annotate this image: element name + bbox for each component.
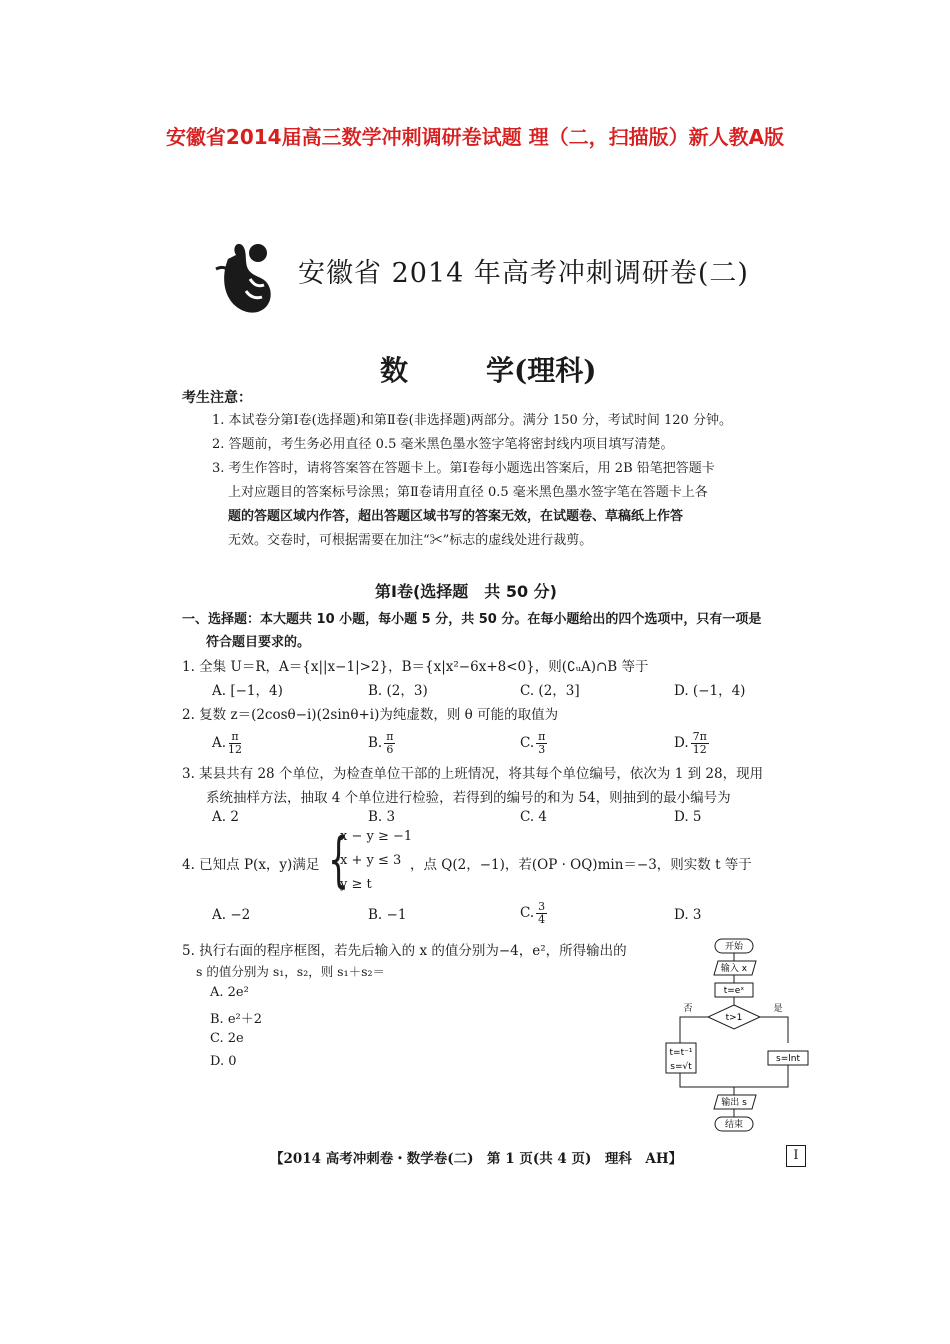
fraction <box>536 901 547 926</box>
flow-assign: t=eˣ <box>723 986 745 996</box>
q1-option-b: B. (2，3) <box>368 683 428 699</box>
question-1-stem: 1. 全集 U＝R，A＝{x||x−1|>2}，B＝{x|x²−6x+8<0}，则(∁ᵤA)∩B 等于 <box>182 659 649 675</box>
notice-item: 1. 本试卷分第Ⅰ卷(选择题)和第Ⅱ卷(非选择题)两部分。满分 150 分，考试时间 120 分钟。 <box>212 413 732 428</box>
document-title: 安徽省2014届高三数学冲刺调研卷试题 理（二，扫描版）新人教A版 <box>165 125 785 149</box>
q1-option-c: C. (2，3] <box>520 683 580 699</box>
flow-left-box-line1: t=t⁻¹ <box>669 1048 693 1058</box>
flow-start: 开始 <box>724 942 744 952</box>
inequality-2: x + y ≤ 3 <box>340 853 402 868</box>
section-instructions-cont: 符合题目要求的。 <box>206 635 311 650</box>
q5-option-d: D. 0 <box>210 1054 237 1069</box>
inequality-1: x − y ≥ −1 <box>340 829 413 844</box>
fraction-numerator: π <box>538 730 546 743</box>
flow-no-label: 否 <box>683 1004 693 1014</box>
subject-title <box>380 349 597 389</box>
notice-item: 上对应题目的答案标号涂黑；第Ⅱ卷请用直径 0.5 毫米黑色墨水签字笔在答题卡上各 <box>228 485 708 500</box>
fraction-numerator: 3 <box>538 900 546 913</box>
q5-option-a: A. 2e² <box>210 985 249 1000</box>
notice-item: 无效。交卷时，可根据需要在加注“✂”标志的虚线处进行裁剪。 <box>228 533 593 548</box>
fraction-denominator: 12 <box>692 743 707 756</box>
inequality-3: y ≥ t <box>340 877 372 892</box>
option-label: D. <box>674 735 689 751</box>
section-heading: 第Ⅰ卷(选择题 共 50 分) <box>375 582 557 601</box>
fraction-numerator: 7π <box>692 730 707 743</box>
option-label: C. <box>520 735 535 751</box>
fraction-numerator: π <box>231 730 239 743</box>
flow-yes-label: 是 <box>773 1004 783 1014</box>
fraction <box>228 731 242 756</box>
q2-option-c <box>520 731 547 756</box>
subject-part2: 学(理科) <box>486 354 597 387</box>
fraction-numerator: π <box>386 730 394 743</box>
fraction <box>691 731 709 756</box>
option-label: B. <box>368 735 383 751</box>
notice-item: 3. 考生作答时，请将答案答在答题卡上。第Ⅰ卷每小题选出答案后，用 2B 铅笔把答题卡 <box>212 461 715 476</box>
option-label: A. <box>212 735 227 751</box>
fraction-denominator: 3 <box>538 743 546 756</box>
q2-option-b <box>368 731 395 756</box>
flow-output: 输出 s <box>721 1098 747 1108</box>
q4-option-c <box>520 901 547 926</box>
inequality-system <box>328 825 413 901</box>
fraction-denominator: 4 <box>538 913 546 926</box>
subject-part1: 数 <box>380 354 409 387</box>
question-5-stem: 5. 执行右面的程序框图，若先后输入的 x 的值分别为−4，e²，所得输出的 <box>182 943 627 959</box>
exam-title: 安徽省 2014 年高考冲刺调研卷(二) <box>298 258 749 289</box>
q2-option-d <box>674 731 709 756</box>
q4-option-b: B. −1 <box>368 907 407 923</box>
flow-right-box: s=lnt <box>776 1054 800 1064</box>
fraction <box>536 731 547 756</box>
program-flowchart <box>662 935 812 1135</box>
q3-option-b: B. 3 <box>368 809 396 825</box>
q1-option-d: D. (−1，4) <box>674 683 746 699</box>
question-3-stem-cont: 系统抽样方法，抽取 4 个单位进行检验，若得到的编号的和为 54，则抽到的最小编号为 <box>206 790 731 806</box>
q3-option-a: A. 2 <box>212 809 239 825</box>
question-5-stem-cont: s 的值分别为 s₁，s₂，则 s₁＋s₂＝ <box>196 964 386 979</box>
page-footer: 【2014 高考冲刺卷・数学卷(二) 第 1 页(共 4 页) 理科 AH】 <box>270 1151 683 1167</box>
scanned-exam-page <box>170 225 810 1185</box>
flow-end: 结束 <box>724 1120 744 1130</box>
q4-option-a: A. −2 <box>212 907 251 923</box>
notice-heading: 考生注意： <box>182 390 252 406</box>
q2-option-a <box>212 731 242 756</box>
fraction <box>384 731 395 756</box>
q4-option-d: D. 3 <box>674 907 702 923</box>
fraction-denominator: 12 <box>228 743 243 756</box>
question-4-stem-cont: ，点 Q(2，−1)，若(OP · OQ)min＝−3，则实数 t 等于 <box>410 857 752 873</box>
notice-item: 2. 答题前，考生务必用直径 0.5 毫米黑色墨水签字笔将密封线内项目填写清楚。 <box>212 437 674 452</box>
question-2-stem: 2. 复数 z＝(2cosθ−i)(2sinθ+i)为纯虚数，则 θ 可能的取值为 <box>182 707 559 723</box>
section-instructions: 一、选择题：本大题共 10 小题，每小题 5 分，共 50 分。在每小题给出的四个选项中，只有一项是 <box>182 612 762 627</box>
page-marker: Ⅰ <box>786 1145 806 1167</box>
q3-option-c: C. 4 <box>520 809 548 825</box>
option-label: C. <box>520 905 535 921</box>
flow-input: 输入 x <box>720 964 748 974</box>
q1-option-a: A. [−1，4) <box>212 683 283 699</box>
exam-logo-icon <box>214 239 282 315</box>
question-3-stem: 3. 某县共有 28 个单位，为检查单位干部的上班情况，将其每个单位编号，依次为 1 到 28，现用 <box>182 766 764 782</box>
q5-option-b: B. e²＋2 <box>210 1012 262 1027</box>
flow-left-box-line2: s=√t <box>670 1062 692 1072</box>
question-4-stem: 4. 已知点 P(x，y)满足 <box>182 857 320 873</box>
q3-option-d: D. 5 <box>674 809 702 825</box>
fraction-denominator: 6 <box>386 743 394 756</box>
q5-option-c: C. 2e <box>210 1031 244 1046</box>
notice-item: 题的答题区域内作答，超出答题区域书写的答案无效，在试题卷、草稿纸上作答 <box>228 509 684 524</box>
flow-condition: t>1 <box>725 1013 743 1023</box>
brace-icon: { <box>328 825 350 895</box>
